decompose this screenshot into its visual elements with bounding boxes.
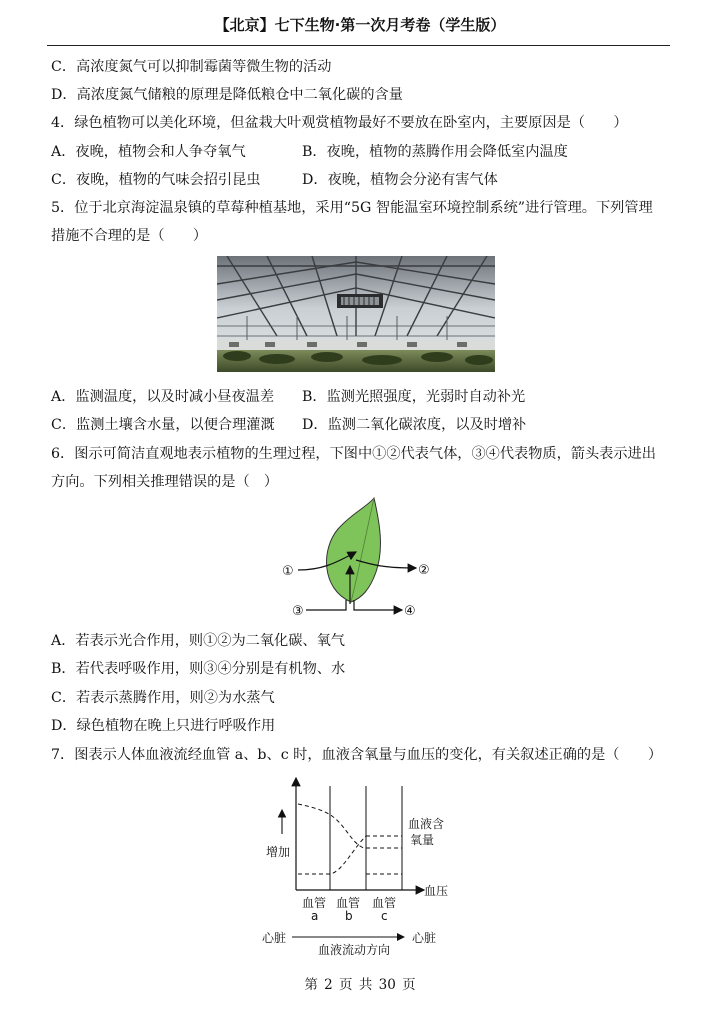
chart-pressure-label: 血压 [424,884,449,898]
heart-left-label: 心脏 [262,931,287,945]
q4-option-b: B．夜晚，植物的蒸腾作用会降低室内温度 [302,144,568,160]
q6-option-a: A．若表示光合作用，则①②为二氧化碳、氧气 [51,633,345,649]
q6-option-d: D．绿色植物在晚上只进行呼吸作用 [51,718,276,734]
q5-option-a: A．监测温度，以及时减小昼夜温差 [51,389,275,405]
leaf-process-diagram [276,494,446,622]
pressure-curve [298,836,366,874]
q4-option-d: D．夜晚，植物会分泌有害气体 [302,172,498,188]
q6-stem-line2: 方向。下列相关推理错误的是（ ） [51,474,279,490]
page-footer-number: 第 2 页 共 30 页 [304,977,416,993]
oxygen-curve [298,804,402,848]
chart-oxygen-label-2: 氧量 [410,833,435,847]
q5-stem-line2: 措施不合理的是（ ） [51,228,208,244]
diagram-label-1: ① [282,564,294,579]
q5-stem-line1: 5．位于北京海淀温泉镇的草莓种植基地，采用“5G 智能温室环境控制系统”进行管理。下列管理 [51,200,653,216]
greenhouse-photo [217,256,495,372]
chart-oxygen-label-1: 血液含 [408,817,445,831]
q5-option-d: D．监测二氧化碳浓度，以及时增补 [302,417,527,433]
leaf-shape [327,498,381,602]
q7-stem: 7．图表示人体血液流经血管 a、b、c 时，血液含氧量与血压的变化，有关叙述正确的是（ ） [51,747,663,763]
page-header-title: 【北京】七下生物·第一次月考卷（学生版） [214,16,506,34]
header-divider [47,45,670,46]
blood-oxygen-pressure-chart [260,774,470,959]
diagram-label-3: ③ [292,604,304,619]
diagram-label-2: ② [418,563,430,578]
q5-option-c: C．监测土壤含水量，以便合理灌溉 [51,417,275,433]
diagram-label-4: ④ [404,604,416,619]
q4-option-c: C．夜晚，植物的气味会招引昆虫 [51,172,261,188]
chart-y-label: 增加 [266,845,291,859]
q6-option-b: B．若代表呼吸作用，则③④分别是有机物、水 [51,661,346,677]
q6-stem-line1: 6．图示可简洁直观地表示植物的生理过程，下图中①②代表气体，③④代表物质，箭头表示进出 [51,446,656,462]
q6-option-c: C．若表示蒸腾作用，则②为水蒸气 [51,690,275,706]
q3-option-d: D．高浓度氮气储粮的原理是降低粮仓中二氧化碳的含量 [51,87,403,103]
vessel-letter-b: b [345,909,353,923]
vessel-letter-c: c [381,909,388,923]
flow-label: 血液流动方向 [318,943,391,957]
vessel-label-a: 血管 [302,896,327,910]
q3-option-c: C．高浓度氮气可以抑制霉菌等微生物的活动 [51,59,332,75]
q4-stem: 4．绿色植物可以美化环境，但盆栽大叶观赏植物最好不要放在卧室内，主要原因是（ ） [51,115,628,131]
vessel-label-c: 血管 [372,896,397,910]
q4-option-a: A．夜晚，植物会和人争夺氧气 [51,144,246,160]
heart-right-label: 心脏 [412,931,437,945]
vessel-label-b: 血管 [336,896,361,910]
vessel-letter-a: a [311,909,319,923]
q5-option-b: B．监测光照强度，光弱时自动补光 [302,389,526,405]
